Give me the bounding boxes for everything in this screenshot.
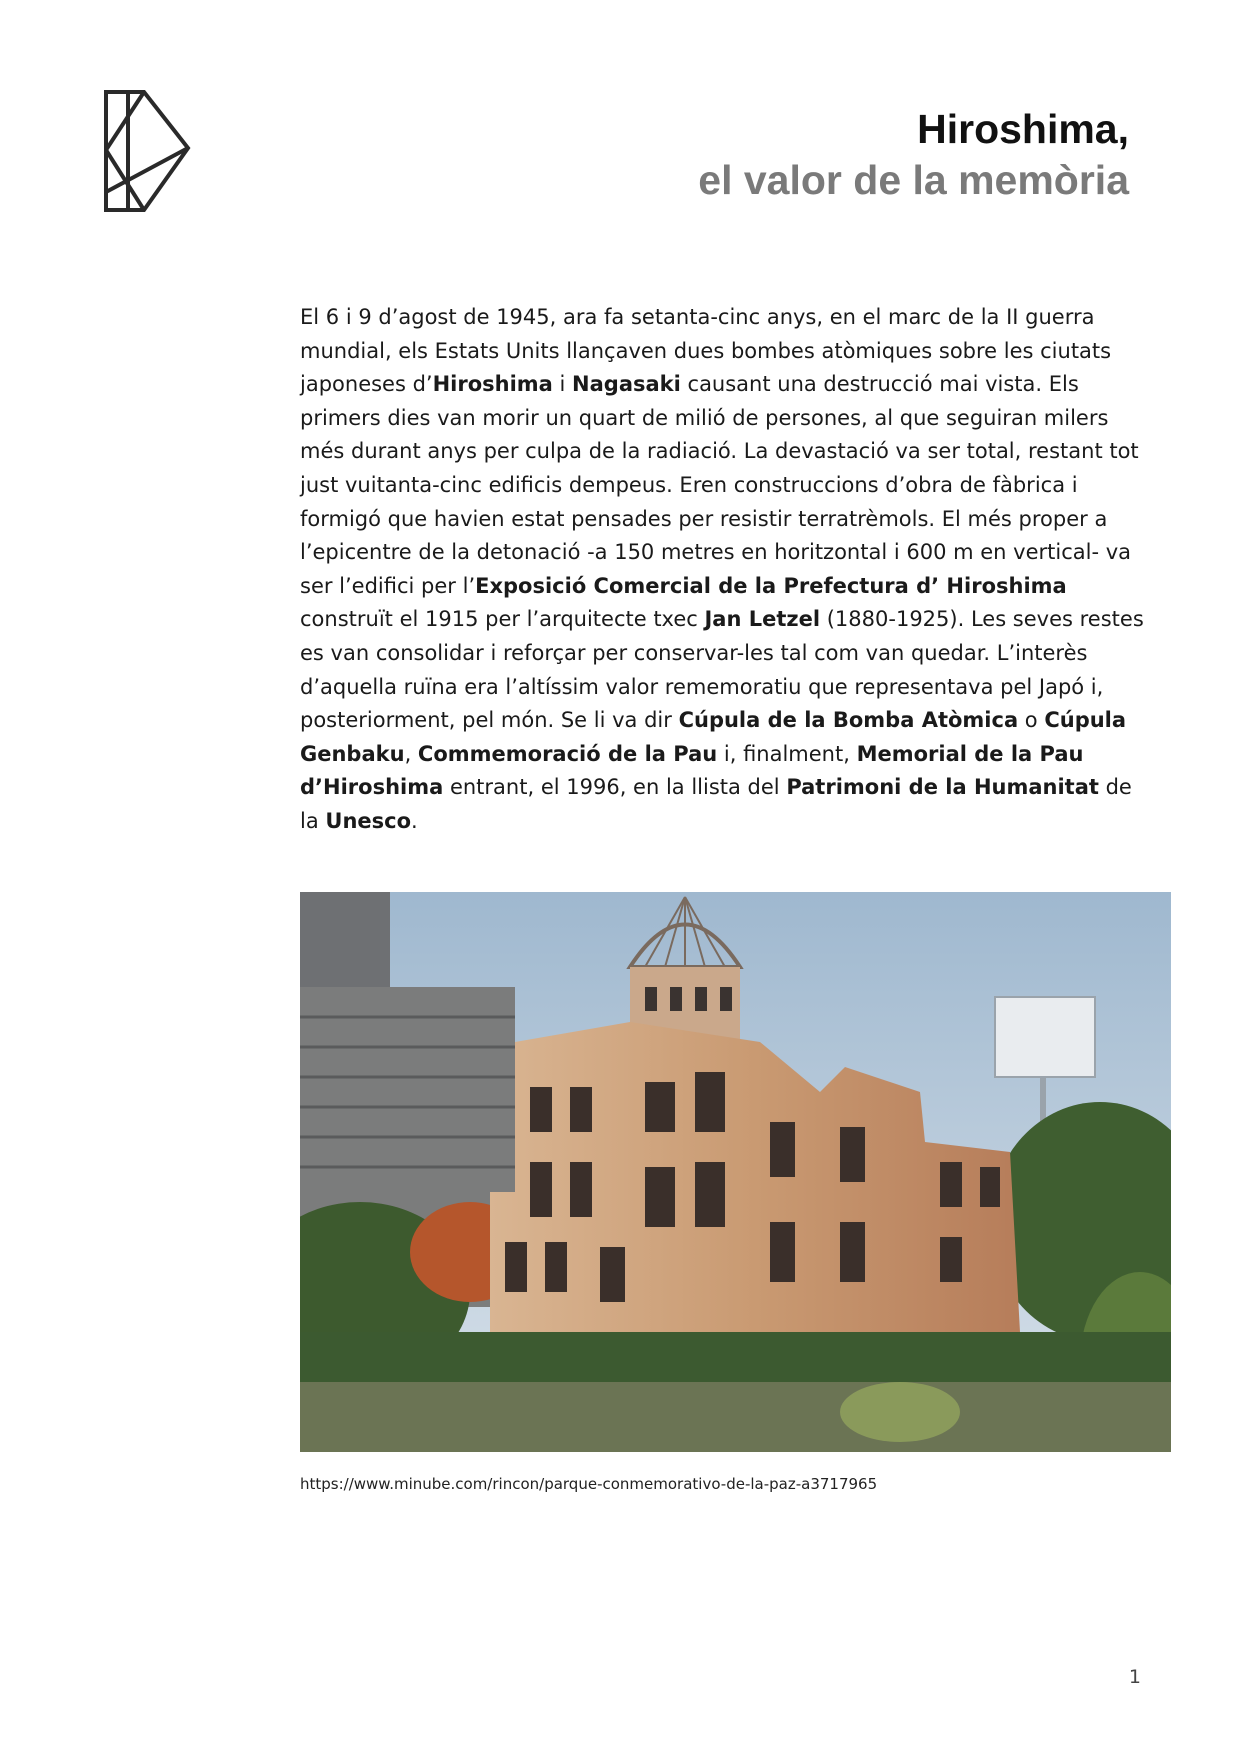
body-text-segment: entrant, el 1996, en la llista del (443, 775, 787, 800)
body-text-segment: construït el 1915 per l’arquitecte txec (300, 607, 705, 632)
body-text-segment: causant una destrucció mai vista. Els primers dies van morir un quart de milió de persones, al que seguiran milers més durant anys per culpa de la radiació. La devastació va ser total, restant tot just vuitanta-cinc edificis dempeus. Eren construccions d’obra de fàbrica i formigó que havien estat pensades per resistir terratrèmols. El més proper a l’epicentre de la detonació -a 150 metres en horitzontal i 600 m en vertical- va ser l’edifici per l’ (300, 372, 1139, 598)
body-text-segment: (1880-1925). Les seves restes es van consolidar i reforçar per conservar-les tal com van quedar. L’interès d’aquella ruïna era l’altíssim valor rememoratiu que representava pel Japó i, posteriorment, pel món. Se li va dir (300, 607, 1144, 733)
page-title: Hiroshima, (917, 106, 1129, 152)
bold-term: Memorial de la Pau d’Hiroshima (300, 741, 1084, 800)
bold-term: Jan Letzel (704, 607, 821, 632)
body-paragraph (300, 301, 1150, 839)
title-block (698, 104, 1129, 206)
bold-term: Patrimoni de la Humanitat (786, 775, 1099, 800)
body-text-segment: i, finalment, (717, 741, 857, 766)
body-text-segment: i (552, 372, 573, 397)
page-number: 1 (1128, 1666, 1141, 1688)
bold-term: Unesco (325, 808, 412, 833)
publisher-logo (100, 86, 194, 216)
bold-term: Commemoració de la Pau (417, 741, 718, 766)
image-source-caption: https://www.minube.com/rincon/parque-conmemorativo-de-la-paz-a3717965 (300, 1475, 878, 1493)
bold-term: Nagasaki (572, 372, 681, 397)
atomic-bomb-dome-photo (300, 892, 1171, 1452)
bold-term: Cúpula de la Bomba Atòmica (678, 708, 1019, 733)
bold-term: Hiroshima (432, 372, 553, 397)
body-text-segment: de la (300, 775, 1132, 833)
body-text-segment: o (1018, 708, 1045, 733)
body-text-segment: , (404, 741, 418, 766)
bold-term: Exposició Comercial de la Prefectura d’ Hiroshima (475, 573, 1067, 598)
body-text-segment: . (411, 808, 418, 833)
page-subtitle: el valor de la memòria (698, 157, 1129, 203)
body-text-segment: El 6 i 9 d’agost de 1945, ara fa setanta-cinc anys, en el marc de la II guerra mundial, els Estats Units llançaven dues bombes atòmiques sobre les ciutats japoneses d’ (300, 305, 1112, 397)
bold-term: Cúpula Genbaku (300, 708, 1127, 766)
